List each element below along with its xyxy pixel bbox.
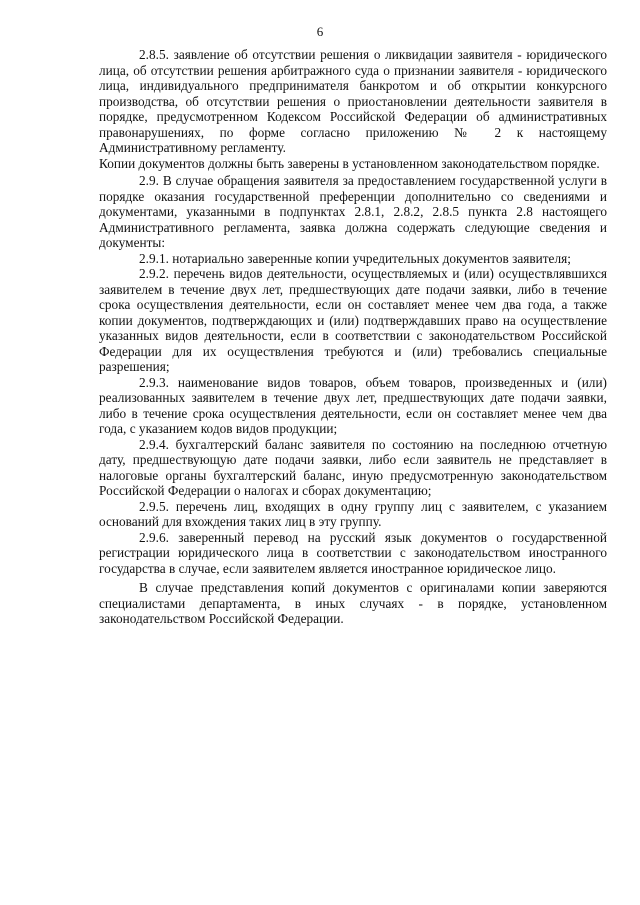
- paragraph-2-9: 2.9. В случае обращения заявителя за предоставлением государственной услуги в порядке оказания государственной преференции дополнительно со сведениями и документами, указанными в подпунктах 2.8.1, 2.8.2, 2.8.5 пункта 2.8 настоящего Административного регламента, заявка должна содержать следующие сведения и документы:: [99, 173, 607, 250]
- paragraph-copies-certification: Копии документов должны быть заверены в установленном законодательством порядке.: [99, 155, 600, 171]
- paragraph-2-9-5: 2.9.5. перечень лиц, входящих в одну группу лиц с заявителем, с указанием оснований для вхождения таких лиц в эту группу.: [99, 498, 607, 529]
- paragraph-2-8-5: 2.8.5. заявление об отсутствии решения о ликвидации заявителя - юридического лица, об отсутствии решения арбитражного суда о признании заявителя - юридического лица, индивидуального предпринимателя банкротом и об открытии конкурсного производства, об отсутствии решения о приостановлении деятельности заявителя в порядке, предусмотренном Кодексом Российской Федерации об административных правонарушениях, по форме согласно приложению № 2 к настоящему Административному регламенту.: [99, 47, 607, 155]
- paragraph-2-9-3: 2.9.3. наименование видов товаров, объем товаров, произведенных и (или) реализованных заявителем в течение двух лет, предшествующих дате подачи заявки, либо в течение срока осуществления деятельности, если он составляет менее чем два года, с указанием кодов видов продукции;: [99, 374, 607, 436]
- page-number: 6: [316, 24, 324, 39]
- paragraph-2-9-6: 2.9.6. заверенный перевод на русский язык документов о государственной регистрации юридического лица в соответствии с законодательством иностранного государства в случае, если заявителем является иностранное юридическое лицо.: [99, 529, 607, 576]
- paragraph-2-9-1: 2.9.1. нотариально заверенные копии учредительных документов заявителя;: [139, 250, 571, 266]
- paragraph-2-9-2: 2.9.2. перечень видов деятельности, осуществляемых и (или) осуществлявшихся заявителем в течение двух лет, предшествующих дате подачи заявки, либо в течение срока осуществления деятельности, если он составляет менее чем два года, а также копии документов, подтверждающих и (или) подтверждавших право на осуществление указанных видов деятельности, если в соответствии с законодательством Российской Федерации для их осуществления требуются и (или) требовались специальные разрешения;: [99, 266, 607, 374]
- paragraph-2-9-4: 2.9.4. бухгалтерский баланс заявителя по состоянию на последнюю отчетную дату, предшествующую дате подачи заявки, либо если заявитель не представляет в налоговые органы бухгалтерский баланс, иную предусмотренную законодательством Российской Федерации о налогах и сборах документацию;: [99, 436, 607, 498]
- paragraph-final: В случае представления копий документов с оригиналами копии заверяются специалистами департамента, в иных случаях - в порядке, установленном законодательством Российской Федерации.: [99, 580, 607, 626]
- document-body: [99, 47, 607, 627]
